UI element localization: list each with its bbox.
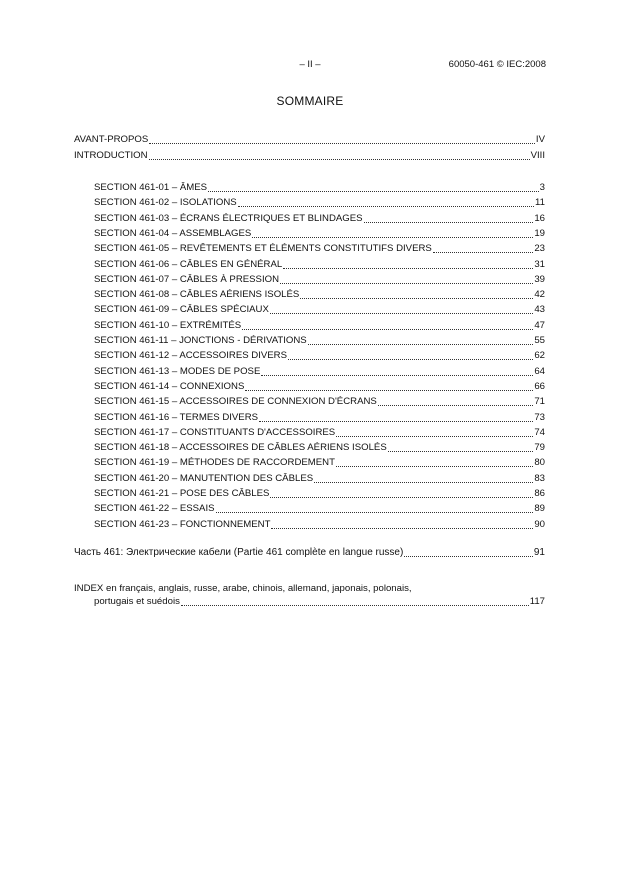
toc-entry-label: SECTION 461-13 – MODES DE POSE	[94, 365, 261, 377]
toc-entry-page: 66	[534, 380, 545, 392]
toc-entry-page: 83	[534, 472, 545, 484]
dot-leader	[336, 427, 533, 437]
dot-leader	[300, 289, 533, 299]
toc-entry-label: SECTION 461-20 – MANUTENTION DES CÂBLES	[94, 472, 314, 484]
toc-entry-page: 79	[534, 442, 545, 454]
toc-entry-label: SECTION 461-07 – CÂBLES À PRESSION	[94, 273, 280, 285]
toc-entry-page: IV	[535, 134, 545, 145]
dot-leader	[364, 213, 534, 223]
toc-entry-page: 43	[534, 304, 545, 316]
toc-entry-label: SECTION 461-03 – ÉCRANS ÉLECTRIQUES ET BLINDAGES	[94, 212, 363, 224]
dot-leader	[308, 335, 534, 345]
toc-entry-section[interactable]	[94, 228, 545, 240]
toc-entry-section[interactable]	[94, 503, 545, 515]
dot-leader	[270, 304, 533, 314]
dot-leader	[181, 596, 529, 606]
toc-entry-page: 23	[534, 243, 545, 255]
toc-entry-section[interactable]	[94, 259, 545, 271]
toc-entry-label: SECTION 461-18 – ACCESSOIRES DE CÂBLES AÉRIENS ISOLÉS	[94, 442, 387, 454]
toc-entry-russian-part[interactable]	[74, 547, 545, 559]
toc-entry-label: AVANT-PROPOS	[74, 134, 149, 145]
toc-entry-index[interactable]	[94, 596, 545, 608]
dot-leader	[216, 503, 534, 513]
toc-entry-label: SECTION 461-11 – JONCTIONS - DÉRIVATIONS	[94, 335, 307, 346]
document-reference: 60050-461 © IEC:2008	[448, 59, 546, 70]
dot-leader	[238, 197, 534, 207]
toc-entry-page: 42	[534, 289, 545, 301]
toc-entry-section[interactable]	[94, 427, 545, 439]
dot-leader	[252, 228, 533, 238]
toc-entry-page: 74	[534, 426, 545, 438]
toc-entry-section[interactable]	[94, 473, 545, 485]
dot-leader	[259, 412, 533, 422]
toc-entry-section[interactable]	[94, 274, 545, 286]
toc-entry-page: 64	[534, 365, 545, 377]
toc-entry-label: SECTION 461-05 – REVÊTEMENTS ET ÉLÉMENTS CONSTITUTIFS DIVERS	[94, 243, 432, 255]
toc-entry-page: 11	[535, 197, 545, 209]
dot-leader	[283, 259, 533, 269]
toc-entry-section[interactable]	[94, 289, 545, 301]
toc-entry-introduction[interactable]	[74, 150, 545, 162]
toc-entry-page: 80	[534, 457, 545, 469]
toc-entry-section[interactable]	[94, 243, 545, 255]
toc-entry-label: SECTION 461-21 – POSE DES CÂBLES	[94, 488, 270, 499]
toc-entry-label: SECTION 461-10 – EXTRÉMITÉS	[94, 319, 242, 331]
page-number: – II –	[299, 59, 321, 70]
toc-entry-section[interactable]	[94, 350, 545, 362]
toc-entry-index-line1[interactable]: INDEX en français, anglais, russe, arabe, chinois, allemand, japonais, polonais,	[74, 583, 412, 594]
dot-leader	[271, 519, 533, 529]
dot-leader	[245, 381, 533, 391]
dot-leader	[261, 366, 533, 376]
toc-entry-label: SECTION 461-16 – TERMES DIVERS	[94, 411, 259, 423]
toc-entry-page: 71	[534, 396, 545, 408]
toc-entry-section[interactable]	[94, 366, 545, 378]
toc-entry-page: 16	[534, 212, 545, 224]
toc-entry-section[interactable]	[94, 320, 545, 332]
dot-leader	[433, 243, 534, 253]
toc-entry-section[interactable]	[94, 412, 545, 424]
dot-leader	[208, 182, 539, 192]
toc-entry-avant-propos[interactable]	[74, 134, 545, 146]
toc-entry-section[interactable]	[94, 442, 545, 454]
toc-entry-page: 91	[533, 547, 545, 558]
dot-leader	[404, 547, 533, 557]
toc-entry-label: INTRODUCTION	[74, 150, 148, 161]
toc-entry-label: SECTION 461-04 – ASSEMBLAGES	[94, 227, 252, 239]
dot-leader	[149, 150, 530, 160]
dot-leader	[314, 473, 533, 483]
toc-entry-section[interactable]	[94, 335, 545, 347]
toc-entry-page: 89	[534, 503, 545, 515]
toc-entry-page: 90	[534, 518, 545, 530]
page-title: SOMMAIRE	[276, 94, 344, 108]
toc-entry-label: Часть 461: Электрические кабели (Partie 461 complète en langue russe)	[74, 547, 404, 558]
toc-entry-page: 117	[529, 596, 545, 607]
toc-entry-label: SECTION 461-06 – CÂBLES EN GÉNÉRAL	[94, 258, 283, 270]
toc-entry-page: 39	[534, 273, 545, 285]
toc-entry-label: SECTION 461-17 – CONSTITUANTS D'ACCESSOIRES	[94, 426, 336, 438]
toc-entry-section[interactable]	[94, 197, 545, 209]
dot-leader	[280, 274, 533, 284]
toc-entry-page: 86	[534, 488, 545, 499]
toc-entry-label: SECTION 461-15 – ACCESSOIRES DE CONNEXION D'ÉCRANS	[94, 396, 377, 408]
toc-entry-label: SECTION 461-23 – FONCTIONNEMENT	[94, 518, 271, 530]
toc-entry-label: SECTION 461-08 – CÂBLES AÉRIENS ISOLÉS	[94, 289, 300, 301]
toc-entry-label: portugais et suédois	[94, 596, 180, 607]
toc-entry-section[interactable]	[94, 182, 545, 194]
dot-leader	[378, 396, 534, 406]
toc-entry-section[interactable]	[94, 304, 545, 316]
toc-entry-section[interactable]	[94, 519, 545, 531]
dot-leader	[242, 320, 533, 330]
toc-entry-label: SECTION 461-09 – CÂBLES SPÉCIAUX	[94, 304, 269, 316]
toc-entry-section[interactable]	[94, 396, 545, 408]
toc-entry-label: SECTION 461-02 – ISOLATIONS	[94, 197, 237, 209]
toc-entry-page: 31	[534, 258, 545, 270]
toc-entry-page: 73	[534, 411, 545, 423]
toc-entry-page: 47	[534, 319, 545, 331]
toc-entry-section[interactable]	[94, 488, 545, 500]
toc-entry-section[interactable]	[94, 381, 545, 393]
dot-leader	[388, 442, 534, 452]
toc-entry-label: SECTION 461-01 – ÂMES	[94, 182, 208, 193]
dot-leader	[336, 457, 533, 467]
toc-entry-label: SECTION 461-19 – MÉTHODES DE RACCORDEMENT	[94, 457, 335, 469]
toc-entry-label: SECTION 461-14 – CONNEXIONS	[94, 380, 245, 392]
toc-entry-page: VIII	[530, 150, 545, 161]
toc-entry-page: 62	[534, 350, 545, 362]
toc-entry-label: SECTION 461-12 – ACCESSOIRES DIVERS	[94, 350, 288, 362]
toc-entry-section[interactable]	[94, 457, 545, 469]
dot-leader	[288, 350, 533, 360]
toc-entry-label: SECTION 461-22 – ESSAIS	[94, 503, 215, 515]
dot-leader	[270, 488, 533, 498]
toc-entry-section[interactable]	[94, 213, 545, 225]
toc-entry-page: 55	[534, 335, 545, 346]
dot-leader	[149, 134, 535, 144]
toc-entry-page: 3	[539, 182, 545, 193]
toc-entry-page: 19	[534, 227, 545, 239]
